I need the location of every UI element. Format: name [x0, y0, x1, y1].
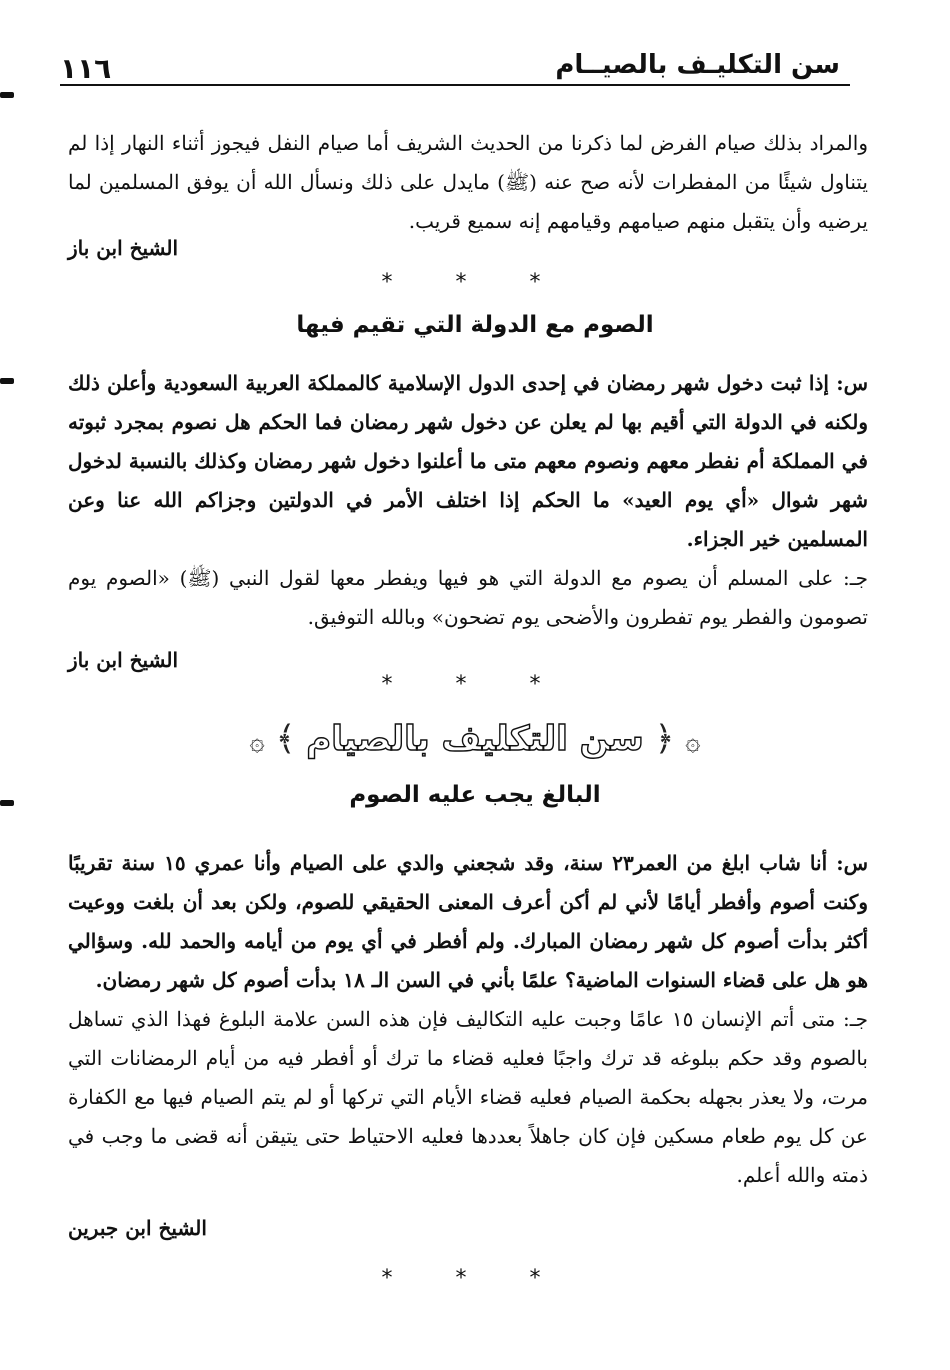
section1-question: س: إذا ثبت دخول شهر رمضان في إحدى الدول الإسلامية كالمملكة العربية السعودية وأعلن ذلك ولكنه في الدولة التي أقيم بها لم يعلن عن دخول شهر رمضان فما الحكم هل نصوم بمجرد ثبوته في المملكة أم نفطر معهم ونصوم معهم متى ما أعلنوا دخول شهر رمضان وكذلك بالنسبة لدخول شهر شوال «أي يوم العيد» ما الحكم إذا اختلف الأمر في الدولتين وجزاكم الله عنا وعن المسلمين خير الجزاء.	[68, 371, 868, 551]
bracket-open: ﴿	[654, 719, 675, 759]
section1-signature: الشيخ ابن باز	[68, 648, 179, 672]
page-number: ١١٦	[60, 52, 112, 85]
margin-mark	[0, 92, 14, 98]
section2-signature: الشيخ ابن جبرين	[68, 1216, 207, 1240]
bracket-close: ﴾	[275, 719, 296, 759]
intro-signature: الشيخ ابن باز	[68, 236, 179, 260]
section-title-fasting-with-state: الصوم مع الدولة التي تقيم فيها	[296, 312, 654, 338]
chapter-banner	[0, 718, 950, 759]
ornament-icon: ۞	[249, 727, 265, 757]
section2-question: س: أنا شاب ابلغ من العمر٢٣ سنة، وقد شجعني والدي على الصيام وأنا عمري ١٥ سنة تقريبًا وكنت أصوم وأفطر أيامًا لأني لم أكن أعرف المعنى الحقيقي للصوم، ولكن بعد أن بلغت ووعيت أكثر بدأت أصوم كل شهر رمضان المبارك. ولم أفطر في أي يوم من أيامه والحمد لله. وسؤالي هو هل على قضاء السنوات الماضية؟ علمًا بأني في السن الـ ١٨ بدأت أصوم كل شهر رمضان.	[68, 851, 868, 992]
margin-mark	[0, 378, 14, 384]
section1-block	[68, 364, 868, 637]
chapter-title: سن التكليف بالصيام	[306, 719, 644, 759]
ornament-icon: ۞	[685, 727, 701, 757]
section2-block	[68, 844, 868, 1195]
page-header	[60, 48, 850, 86]
intro-paragraph: والمراد بذلك صيام الفرض لما ذكرنا من الحديث الشريف أما صيام النفل فيجوز أثناء النهار إذا لم يتناول شيئًا من المفطرات لأنه صح عنه (ﷺ) مايدل على ذلك ونسأل الله أن يوفق المسلمين لما يرضيه وأن يتقبل منهم صيامهم وقيامهم إنه سميع قريب.	[68, 131, 868, 233]
section1-answer: جـ: على المسلم أن يصوم مع الدولة التي هو فيها ويفطر معها لقول النبي (ﷺ) «الصوم يوم تصومون والفطر يوم تفطرون والأضحى يوم تضحون» وبالله التوفيق.	[68, 566, 868, 629]
intro-block	[68, 124, 868, 241]
separator-stars: * * *	[381, 1266, 569, 1291]
separator-stars: * * *	[381, 270, 569, 295]
section-title-adult-must-fast: البالغ يجب عليه الصوم	[349, 782, 601, 808]
running-title: سن التكليـف بالصيــام	[555, 50, 840, 80]
separator-stars: * * *	[381, 672, 569, 697]
section2-answer: جـ: متى أتم الإنسان ١٥ عامًا وجبت عليه التكاليف فإن هذه السن علامة البلوغ فهذا الذي تساهل بالصوم وقد حكم ببلوغه قد ترك واجبًا فعليه قضاء ما ترك أو أفطر فيه من أيام الرمضانات التي مرت، ولا يعذر بجهله بحكمة الصيام فعليه قضاء الأيام التي تركها أو لم يتم الصيام فيها مع الكفارة عن كل يوم طعام مسكين فإن كان جاهلاً بعددها فعليه الاحتياط حتى يتيقن أنه قضى ما وجب في ذمته والله أعلم.	[68, 1007, 868, 1187]
